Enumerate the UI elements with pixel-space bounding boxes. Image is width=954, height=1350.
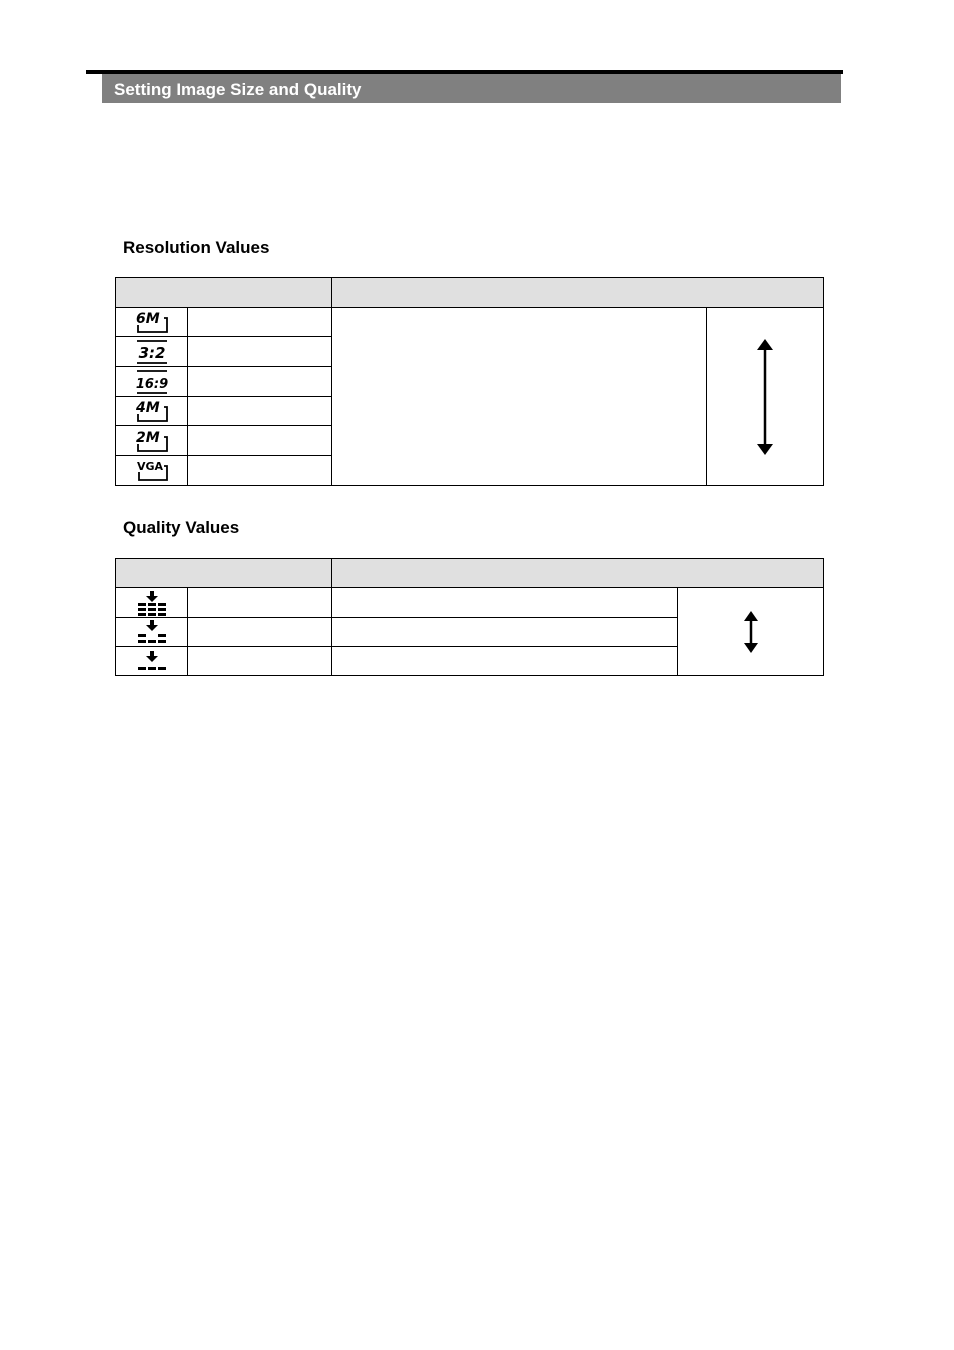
table-row <box>116 588 824 618</box>
resolution-table <box>115 277 824 486</box>
svg-text:3:2: 3:2 <box>138 343 165 362</box>
vga-resolution-icon <box>116 456 188 486</box>
table-cell <box>188 588 332 618</box>
table-row <box>116 308 824 337</box>
svg-text:VGA: VGA <box>136 459 163 473</box>
table-cell <box>188 337 332 367</box>
table-cell <box>188 426 332 456</box>
table-cell <box>332 588 678 618</box>
table-cell <box>332 618 678 647</box>
quality-economy-icon <box>116 647 188 676</box>
header-cell <box>116 278 332 308</box>
table-header-row <box>116 559 824 588</box>
2m-resolution-icon <box>116 426 188 456</box>
table-cell <box>332 308 707 486</box>
quality-fine-icon <box>116 588 188 618</box>
table-cell <box>188 456 332 486</box>
table-header-row <box>116 278 824 308</box>
3-2-ratio-icon <box>116 337 188 367</box>
header-cell <box>332 559 824 588</box>
4m-resolution-icon <box>116 397 188 426</box>
svg-text:6M: 6M <box>135 311 160 327</box>
quality-table <box>115 558 824 676</box>
quality-heading: Quality Values <box>123 518 240 537</box>
svg-text:2M: 2M <box>135 429 160 446</box>
table-cell <box>188 367 332 397</box>
table-cell <box>188 647 332 676</box>
section-title: Setting Image Size and Quality <box>114 80 362 99</box>
table-cell <box>188 308 332 337</box>
header-cell <box>116 559 332 588</box>
quality-normal-icon <box>116 618 188 647</box>
table-cell <box>188 618 332 647</box>
table-cell <box>188 397 332 426</box>
double-arrow-icon <box>707 308 824 486</box>
svg-text:16:9: 16:9 <box>135 376 168 392</box>
section-title-bar <box>102 74 841 103</box>
header-cell <box>332 278 824 308</box>
table-cell <box>332 647 678 676</box>
resolution-heading: Resolution Values <box>123 238 270 257</box>
16-9-ratio-icon <box>116 367 188 397</box>
double-arrow-icon <box>678 588 824 676</box>
6m-resolution-icon <box>116 308 188 337</box>
svg-text:4M: 4M <box>135 400 160 416</box>
